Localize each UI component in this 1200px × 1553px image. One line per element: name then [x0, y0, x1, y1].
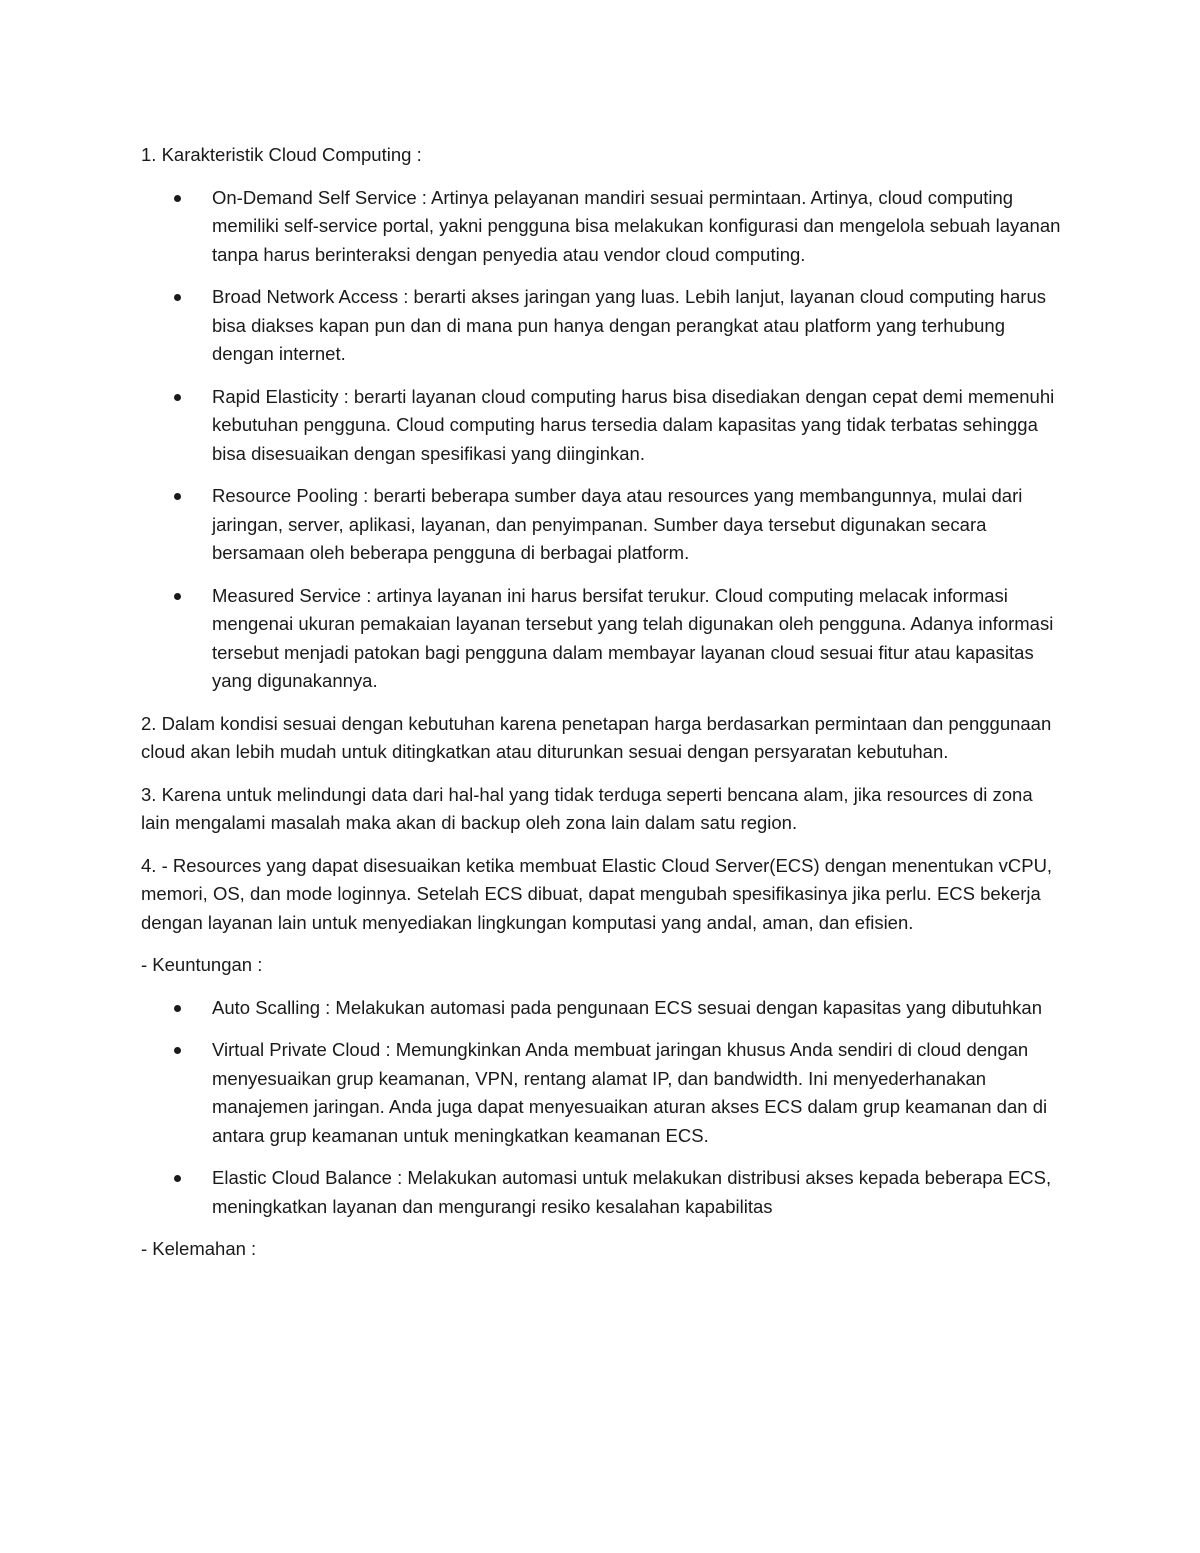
section-2-paragraph: 2. Dalam kondisi sesuai dengan kebutuhan karena penetapan harga berdasarkan permintaan dan penggunaan cloud akan lebih mudah untuk ditingkatkan atau diturunkan sesuai dengan persyaratan kebutuhan. — [141, 712, 1052, 762]
section-1-heading: 1. Karakteristik Cloud Computing : — [141, 144, 422, 165]
list-item — [141, 1164, 1066, 1221]
advantages-list — [141, 994, 1066, 1222]
bullet-icon — [174, 394, 181, 401]
bullet-icon — [174, 1047, 181, 1054]
list-item-text: Rapid Elasticity : berarti layanan cloud computing harus bisa disediakan dengan cepat demi memenuhi kebutuhan pengguna. Cloud computing harus tersedia dalam kapasitas yang tidak terbatas sehingga bisa disesuaikan dengan spesifikasi yang diinginkan. — [212, 385, 1055, 464]
list-item — [141, 383, 1066, 469]
list-item — [141, 582, 1066, 696]
list-item-text: On-Demand Self Service : Artinya pelayanan mandiri sesuai permintaan. Artinya, cloud computing memiliki self-service portal, yakni pengguna bisa melakukan konfigurasi dan mengelola sebuah layanan tanpa harus berinteraksi dengan penyedia atau vendor cloud computing. — [212, 186, 1061, 265]
list-item-text: Auto Scalling : Melakukan automasi pada pengunaan ECS sesuai dengan kapasitas yang dibutuhkan — [212, 996, 1042, 1018]
disadvantages-heading: - Kelemahan : — [141, 1238, 257, 1259]
section-3-paragraph: 3. Karena untuk melindungi data dari hal-hal yang tidak terduga seperti bencana alam, jika resources di zona lain mengalami masalah maka akan di backup oleh zona lain dalam satu region. — [141, 783, 1033, 833]
bullet-icon — [174, 493, 181, 500]
list-item — [141, 482, 1066, 568]
list-item — [141, 1036, 1066, 1150]
advantages-heading: - Keuntungan : — [141, 954, 263, 975]
bullet-icon — [174, 195, 181, 202]
characteristics-list — [141, 184, 1066, 696]
list-item-text: Measured Service : artinya layanan ini harus bersifat terukur. Cloud computing melacak informasi mengenai ukuran pemakaian layanan tersebut yang telah digunakan oleh pengguna. Adanya informasi tersebut menjadi patokan bagi pengguna dalam membayar layanan cloud sesuai fitur atau kapasitas yang digunakannya. — [212, 584, 1054, 691]
section-4-paragraph: 4. - Resources yang dapat disesuaikan ketika membuat Elastic Cloud Server(ECS) dengan menentukan vCPU, memori, OS, dan mode loginnya. Setelah ECS dibuat, dapat mengubah spesifikasinya jika perlu. ECS bekerja dengan layanan lain untuk menyediakan lingkungan komputasi yang andal, aman, dan efisien. — [141, 854, 1053, 933]
list-item — [141, 184, 1066, 270]
bullet-icon — [174, 294, 181, 301]
bullet-icon — [174, 593, 181, 600]
list-item — [141, 283, 1066, 369]
bullet-icon — [174, 1175, 181, 1182]
list-item-text: Elastic Cloud Balance : Melakukan automasi untuk melakukan distribusi akses kepada beberapa ECS, meningkatkan layanan dan mengurangi resiko kesalahan kapabilitas — [212, 1167, 1052, 1217]
bullet-icon — [174, 1005, 181, 1012]
list-item-text: Resource Pooling : berarti beberapa sumber daya atau resources yang membangunnya, mulai dari jaringan, server, aplikasi, layanan, dan penyimpanan. Sumber daya tersebut digunakan secara bersamaan oleh beberapa pengguna di berbagai platform. — [212, 485, 1023, 563]
list-item — [141, 994, 1066, 1023]
list-item-text: Virtual Private Cloud : Memungkinkan Anda membuat jaringan khusus Anda sendiri di cloud dengan menyesuaikan grup keamanan, VPN, rentang alamat IP, dan bandwidth. Ini menyederhanakan manajemen jaringan. Anda juga dapat menyesuaikan aturan akses ECS dalam grup keamanan dan di antara grup keamanan untuk meningkatkan keamanan ECS. — [212, 1039, 1048, 1146]
list-item-text: Broad Network Access : berarti akses jaringan yang luas. Lebih lanjut, layanan cloud computing harus bisa diakses kapan pun dan di mana pun hanya dengan perangkat atau platform yang terhubung dengan internet. — [212, 286, 1046, 364]
document-body — [141, 141, 1066, 1278]
